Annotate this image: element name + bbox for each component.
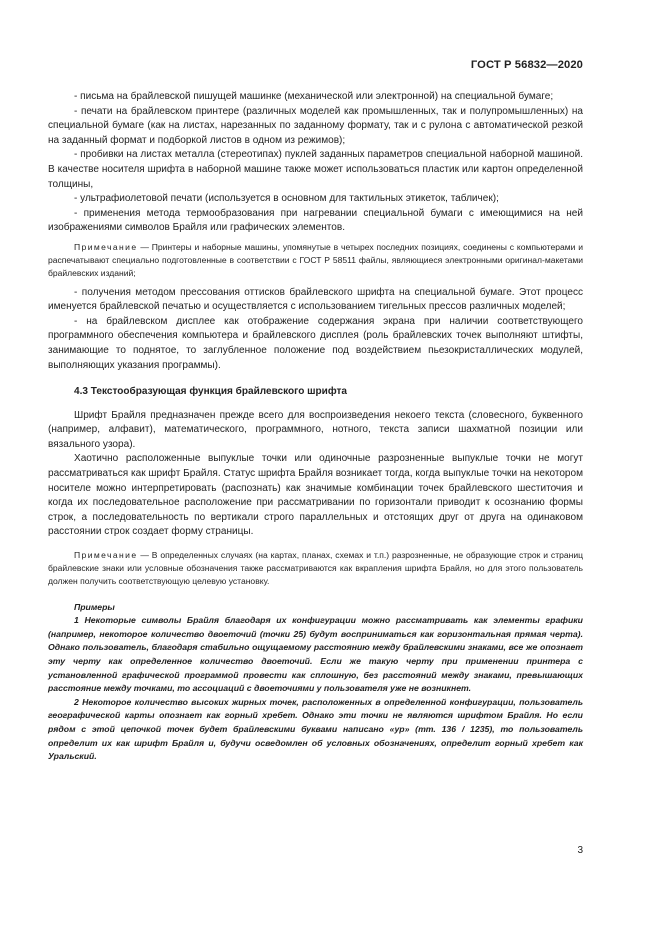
note-lead: Примечание (74, 550, 138, 561)
note-2 (48, 549, 583, 589)
list-item: - пробивки на листах металла (стереотипах) пуклей заданных параметров специальной наборной машиной. В качестве носителя шрифта в наборной машине также может использоваться пластик или картон определенной толщины, (48, 149, 583, 190)
section-heading: 4.3 Текстообразующая функция брайлевского шрифта (74, 386, 348, 398)
list-item: - на брайлевском дисплее как отображение содержания экрана при наличии соответствующего программного обеспечения компьютера и брайлевского дисплея (роль брайлевских точек выполняют штифты, занимающие то поднятое, то заглубленное положение под воздействием пьезокристаллических модулей, выполняющих указания программы). (48, 315, 583, 371)
example-item: 1 Некоторые символы Брайля благодаря их конфигурации можно рассматривать как элементы графики (например, некоторое количество двоеточий (точки 25) будут восприниматься как горизонтальная прямая черта). Однако пользователь, благодаря стабильно ощущаемому расстоянию между брайлевскими знаками, все же опознает эту черту как определенное количество двоеточий. Если же такую черту при применении принтера с установленной графической программой провести как сплошную, без расстояний между знаками, превышающих расстояние между точками, то ассоциаций с двоеточиями у пользователя уже не возникнет. (48, 615, 583, 694)
paragraph: Хаотично расположенные выпуклые точки или одиночные разрозненные выпуклые точки не могут рассматриваться как шрифт Брайля. Статус шрифта Брайля возникает тогда, когда выпуклые точки на некотором носителе можно интерпретировать (распознать) как значимые комбинации точек брайлевского шеститочия и когда их последовательное расположение при рассматривании по горизонтали приводит к осознанию формы строк, а последовательность по вертикали строго параллельных и отстоящих друг от друга на одинаковом расстоянии строк создает форму страницы. (48, 453, 583, 538)
page-number: 3 (577, 845, 583, 856)
note-1 (48, 241, 583, 281)
paragraph: Шрифт Брайля предназначен прежде всего для воспроизведения некоего текста (словесного, буквенного (например, алфавит), математического, программного, нотного, текста записи шахматной позиции или вязального узора). (48, 409, 583, 450)
examples-title: Примеры (74, 601, 115, 612)
example-item: 2 Некоторое количество высоких жирных точек, расположенных в определенной конфигурации, пользователь географической карты опознает как горный хребет. Однако эти точки не являются шрифтом Брайля. Но если рядом с этой цепочкой точек будет брайлевскими буквами написано «ур» (тт. 136 / 1235), то пользователь определит их как шрифт Брайля и, будучи осведомлен об условных обозначениях, определит горный хребет как Уральский. (48, 696, 583, 762)
list-item: - печати на брайлевском принтере (различных моделей как промышленных, так и полупромышленных) на специальной бумаге (как на листах, нарезанных по заданному формату, так и с рулона с автоматической резкой на заданный формат и подборкой листов в одном из режимов); (48, 105, 583, 146)
note-lead: Примечание (74, 241, 138, 252)
list-item: - получения методом прессования оттисков брайлевского шрифта на специальной бумаге. Этот процесс именуется брайлевской печатью и осуществляется с использованием тигельных прессов различных моделей; (48, 286, 583, 313)
standard-code: ГОСТ Р 56832—2020 (470, 59, 583, 71)
page-content (48, 90, 583, 764)
list-item: - ультрафиолетовой печати (используется в основном для тактильных этикеток, табличек); (74, 193, 499, 205)
list-item: - письма на брайлевской пишущей машинке (механической или электронной) на специальной бумаге; (74, 91, 554, 102)
list-item: - применения метода термообразования при нагревании специальной бумаги с имеющимися на ней изображениями символов Брайля или графических элементов. (48, 207, 583, 234)
note-text: — Принтеры и наборные машины, упомянутые в четырех последних позициях, соединены с компьютерами и распечатывают специально подготовленные в соответствии с ГОСТ Р 58511 файлы, являющиеся электронными оригинал-макетами брайлевских изданий; (48, 241, 583, 279)
note-text: — В определенных случаях (на картах, планах, схемах и т.п.) разрозненные, не образующие строк и страниц брайлевские знаки или условные обозначения также рассматриваются как вкрапления шрифта Брайля, но для этого пользователь должен получить соответствующую целевую установку. (48, 550, 583, 587)
